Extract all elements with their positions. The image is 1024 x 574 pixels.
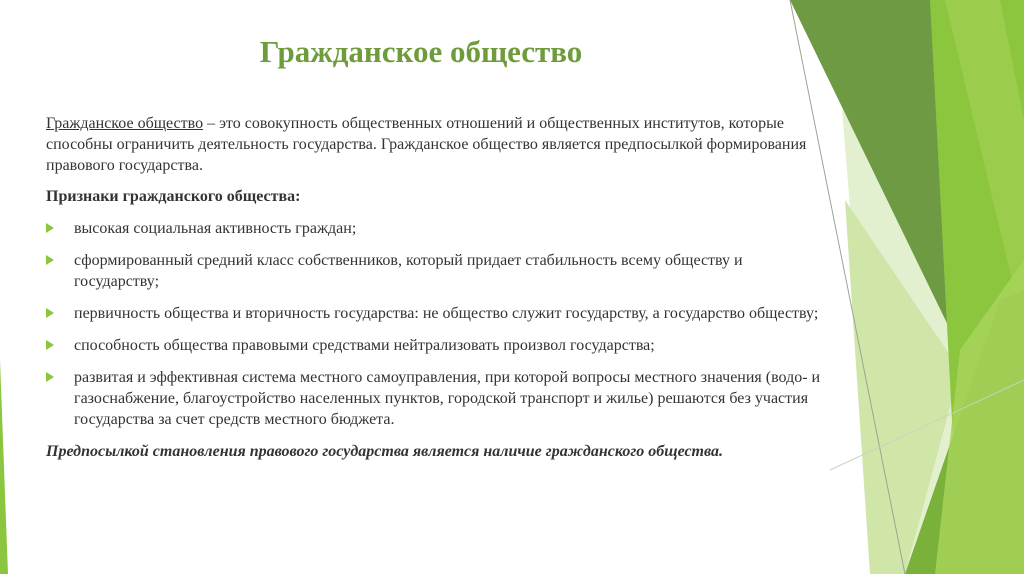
- intro-term: Гражданское общество: [46, 115, 204, 132]
- list-item: [46, 250, 828, 292]
- list-item: [46, 335, 828, 356]
- triangle-bullet-icon: [46, 340, 54, 350]
- list-item: [46, 303, 828, 324]
- slide-title: Гражданское общество: [259, 34, 583, 69]
- signs-heading: Признаки гражданского общества:: [46, 188, 301, 205]
- list-item-text: высокая социальная активность граждан;: [74, 220, 357, 237]
- triangle-bullet-icon: [46, 223, 54, 233]
- left-edge-accent-shape: [0, 360, 8, 574]
- slide-content: [46, 113, 828, 462]
- list-item-text: развитая и эффективная система местного самоуправления, при которой вопросы местного значения (водо- и газоснабжение, благоустройство населенных пунктов, городской транспорт и жилье) решаются без участия государства за счет средств местного бюджета.: [74, 369, 821, 428]
- list-item: [46, 218, 828, 239]
- triangle-bullet-icon: [46, 372, 54, 382]
- intro-text: – это совокупность общественных отношений и общественных институтов, которые способны ограничить деятельность государства. Гражданское общество является предпосылкой формирования правового государства.: [46, 115, 807, 174]
- list-item-text: способность общества правовыми средствами нейтрализовать произвол государства;: [74, 337, 655, 354]
- conclusion-paragraph: Предпосылкой становления правового государства является наличие гражданского общества.: [46, 443, 724, 460]
- signs-list: [46, 218, 828, 430]
- list-item: [46, 367, 828, 430]
- list-item-text: сформированный средний класс собственников, который придает стабильность всему обществу и государству;: [74, 252, 743, 290]
- triangle-bullet-icon: [46, 255, 54, 265]
- triangle-bullet-icon: [46, 308, 54, 318]
- intro-paragraph: [46, 113, 828, 176]
- list-item-text: первичность общества и вторичность государства: не общество служит государству, а государство обществу;: [74, 305, 819, 322]
